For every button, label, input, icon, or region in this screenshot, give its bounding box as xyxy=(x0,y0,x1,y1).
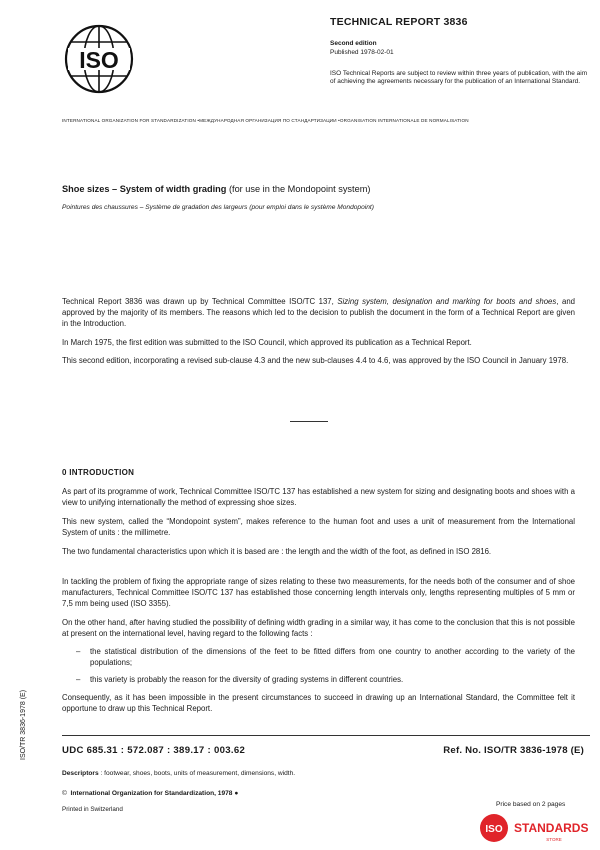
introduction-heading: 0 INTRODUCTION xyxy=(62,468,135,477)
intro-paragraph-2: This new system, called the “Mondopoint system”, makes reference to the human foot and uses a unit of measurement from the International System of units : the millimetre. xyxy=(62,517,575,537)
title-rest: (for use in the Mondopoint system) xyxy=(228,184,371,194)
organization-line: INTERNATIONAL ORGANIZATION FOR STANDARDIZATION •МЕЖДУНАРОДНАЯ ОРГАНИЗАЦИЯ ПО СТАНДАРТИЗАЦИИ •ORGANISATION INTERNATIONALE DE NORMALISATION xyxy=(62,118,469,123)
intro-paragraph-1: As part of its programme of work, Technical Committee ISO/TC 137 has established a new system for sizing and designating boots and shoes with a view to unifying internationally the method of expressing shoe sizes. xyxy=(62,487,575,507)
intro-paragraph-4: In tackling the problem of fixing the appropriate range of sizes relating to these two measurements, for the needs both of the consumer and of shoe manufacturers, Technical Committee ISO/TC 137 has established those concerning length intervals only, lengths representing multiples of 5 mm or 7,5 mm being used (ISO 3355). xyxy=(62,577,575,608)
document-title xyxy=(62,184,370,194)
printed-in: Printed in Switzerland xyxy=(62,806,123,813)
list-item xyxy=(76,674,575,685)
document-subtitle: Pointures des chaussures – Système de gradation des largeurs (pour emploi dans le système Mondopoint) xyxy=(62,204,374,211)
descriptors-label: Descriptors xyxy=(62,770,99,777)
foreword-p1-start: Technical Report 3836 was drawn up by Technical Committee ISO/TC 137, xyxy=(62,297,338,306)
list-item-text: the statistical distribution of the dimensions of the feet to be fitted differs from one country to another according to the variety of the populations; xyxy=(90,647,575,667)
side-reference: ISO/TR 3836-1978 (E) xyxy=(20,689,27,760)
copyright-icon: © xyxy=(62,790,67,797)
committee-title: Sizing system, designation and marking for boots and shoes xyxy=(337,297,557,306)
intro-paragraph-3: The two fundamental characteristics upon which it is based are : the length and the width of the foot, as defined in ISO 2816. xyxy=(62,547,492,556)
iso-store-badge[interactable] xyxy=(478,811,596,845)
list-item-text: this variety is probably the reason for the diversity of grading systems in different countries. xyxy=(90,675,404,684)
udc-code: UDC 685.31 : 572.087 : 389.17 : 003.62 xyxy=(62,745,246,756)
foreword-paragraph-3: This second edition, incorporating a revised sub-clause 4.3 and the new sub-clauses 4.4 to 4.6, was approved by the ISO Council in January 1978. xyxy=(62,356,569,365)
dash-mark: – xyxy=(76,647,81,656)
report-title: TECHNICAL REPORT 3836 xyxy=(330,16,468,28)
footer-divider xyxy=(62,735,590,736)
store-badge-text: STANDARDS xyxy=(514,821,589,835)
intro-paragraph-5: On the other hand, after having studied the possibility of defining width grading in a similar way, it has come to the conclusion that this is not possible at present on the international level, having regard to the following facts : xyxy=(62,618,575,638)
section-divider xyxy=(290,421,328,422)
iso-logo xyxy=(62,14,136,104)
published-date: Published 1978-02-01 xyxy=(330,49,394,56)
store-badge-iso: ISO xyxy=(485,824,503,835)
foreword-paragraph-1 xyxy=(62,296,575,329)
edition-label: Second edition xyxy=(330,40,377,47)
store-badge-sub: STORE xyxy=(546,837,562,842)
intro-paragraph-6: Consequently, as it has been impossible in the present circumstances to succeed in drawing up an International Standard, the Committee felt it opportune to draw up this Technical Report. xyxy=(62,693,575,713)
title-main: Shoe sizes – System of width grading xyxy=(62,184,227,194)
dash-mark: – xyxy=(76,675,81,684)
descriptors xyxy=(62,770,295,777)
price-note: Price based on 2 pages xyxy=(496,801,566,808)
reference-number: Ref. No. ISO/TR 3836-1978 (E) xyxy=(443,745,584,756)
review-note: ISO Technical Reports are subject to review within three years of publication, with the aim of achieving the agreements necessary for the publication of an International Standard. xyxy=(330,70,588,86)
copyright-dot: ● xyxy=(234,790,239,797)
descriptors-text: : footwear, shoes, boots, units of measurement, dimensions, width. xyxy=(98,770,296,777)
foreword-p1-end: , and approved by the majority of its members. The reasons which led to the decision to publish the document in the form of a Technical Report are given in the Introduction. xyxy=(62,297,575,328)
logo-text: ISO xyxy=(79,47,119,73)
list-item xyxy=(76,646,575,668)
foreword-paragraph-2: In March 1975, the first edition was submitted to the ISO Council, which approved its publication as a Technical Report. xyxy=(62,338,472,347)
copyright-text: International Organization for Standardization, 1978 xyxy=(70,790,233,797)
copyright-line xyxy=(62,790,238,797)
